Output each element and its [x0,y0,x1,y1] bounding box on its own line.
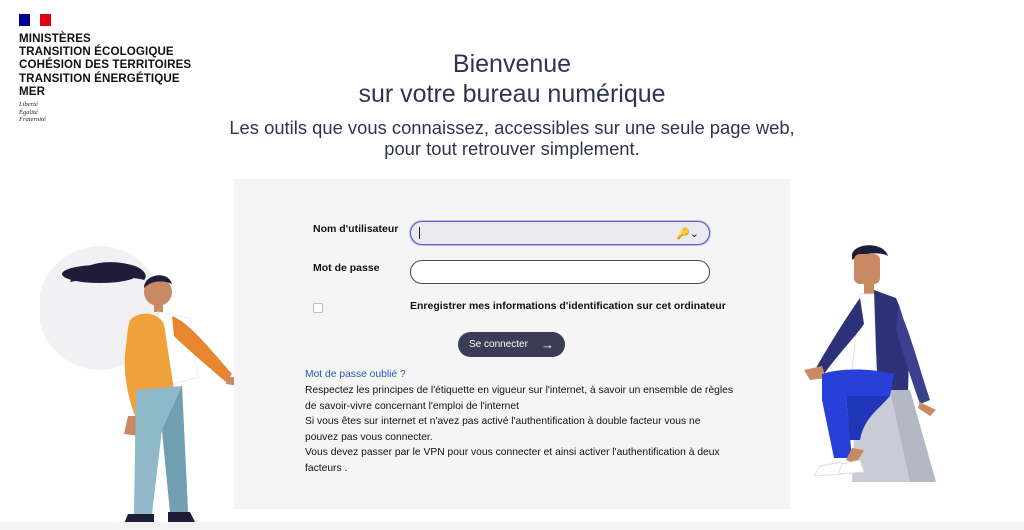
ministry-line: MINISTÈRES [19,32,91,45]
page-title-line2: sur votre bureau numérique [358,80,666,108]
text-cursor [419,227,420,239]
help-line: Vous devez passer par le VPN pour vous connecter et ainsi activer l'authentification à deux [305,447,720,458]
page-subtitle: Les outils que vous connaissez, accessibles sur une seule page web, [229,117,795,138]
username-label: Nom d'utilisateur [313,223,399,235]
motto-line: Égalité [19,108,38,116]
ministry-line: MER [19,84,46,98]
ministry-line: COHÉSION DES TERRITOIRES [19,58,192,72]
ministry-line: TRANSITION ÉNERGÉTIQUE [19,71,180,85]
forgot-password-link[interactable]: Mot de passe oublié ? [305,369,406,380]
help-line: pouvez pas vous connecter. [305,431,433,443]
login-button[interactable] [458,332,565,357]
french-flag-icon [19,14,51,26]
username-input[interactable] [410,221,710,245]
password-input[interactable] [410,260,710,284]
login-panel [234,179,790,509]
arrow-right-icon: → [541,337,554,352]
page-subtitle-line2: pour tout retrouver simplement. [384,138,640,159]
help-line: Respectez les principes de l'étiquette en vigueur sur l'internet, à savoir un ensemble de règles [305,385,734,396]
remember-checkbox[interactable] [313,303,323,313]
help-text [305,383,745,476]
woman-illustration [40,240,260,530]
login-button-label: Se connecter [469,339,528,350]
key-icon[interactable]: 🔑⌄ [676,228,699,240]
footer-bar [0,522,1024,530]
password-label: Mot de passe [313,262,380,274]
help-line: de savoir-vivre concernant l'emploi de l'internet [305,400,519,412]
help-line: facteurs . [305,462,348,474]
page-title: Bienvenue [452,50,572,78]
remember-label: Enregistrer mes informations d'identification sur cet ordinateur [410,300,726,312]
ministry-line: TRANSITION ÉCOLOGIQUE [19,45,174,59]
motto-line: Fraternité [19,116,46,124]
help-line: Si vous êtes sur internet et n'avez pas activé l'authentification à double facteur vous ne [305,416,701,427]
man-illustration [760,240,960,490]
motto-line: Liberté [19,101,38,109]
